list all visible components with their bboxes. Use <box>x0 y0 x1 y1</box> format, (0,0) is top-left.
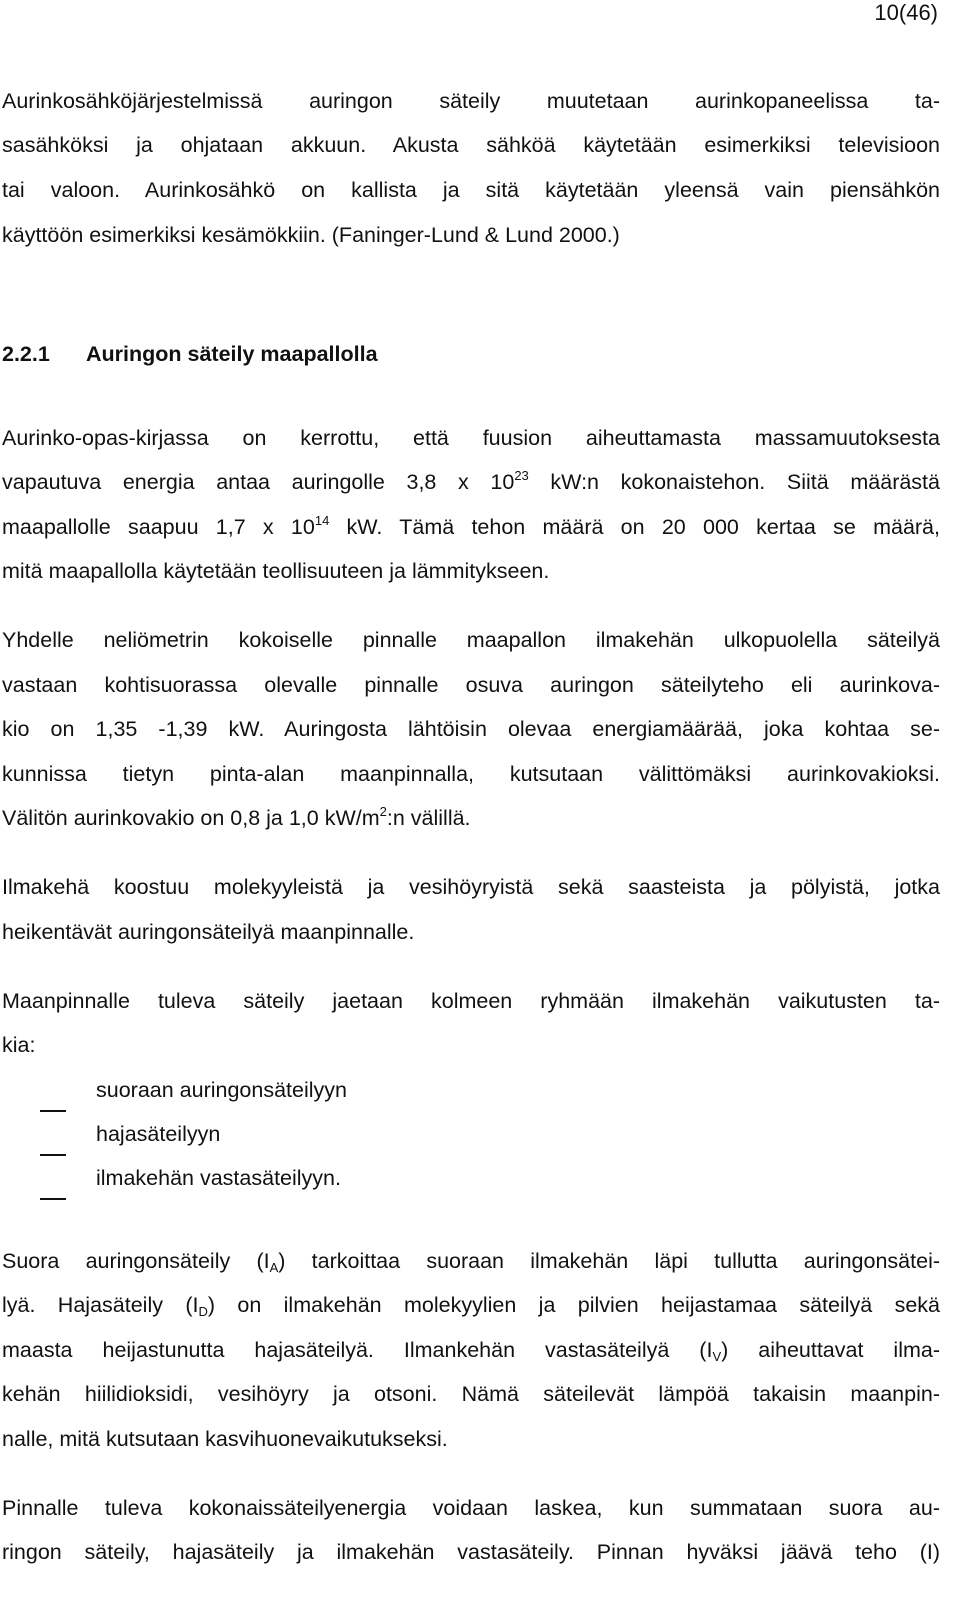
subscript: V <box>712 1349 722 1364</box>
exponent: 14 <box>314 513 330 528</box>
p2-line-2: vastaan kohtisuorassa olevalle pinnalle osuva auringon säteilyteho eli aurinkova- <box>2 673 940 697</box>
p4-line-1: Maanpinnalle tuleva säteily jaetaan kolmeen ryhmään ilmakehän vaikutusten ta- <box>2 989 940 1013</box>
page-number: 10(46) <box>874 0 938 25</box>
p5-line-4: kehän hiilidioksidi, vesihöyry ja otsoni. Nämä säteilevät lämpöä takaisin maanpin- <box>2 1382 940 1406</box>
list-item: hajasäteilyyn <box>96 1122 221 1146</box>
subscript: A <box>269 1260 279 1275</box>
exponent: 23 <box>514 468 529 483</box>
section-title: Auringon säteily maapallolla <box>86 342 378 366</box>
exponent: 2 <box>379 804 387 819</box>
p2-line-3: kio on 1,35 -1,39 kW. Auringosta lähtöisin olevaa energiamäärää, joka kohtaa se- <box>2 717 940 741</box>
p2-line-4: kunnissa tietyn pinta-alan maanpinnalla, kutsutaan välittömäksi aurinkovakioksi. <box>2 762 940 786</box>
p3-line-1: Ilmakehä koostuu molekyyleistä ja vesihöyryistä sekä saasteista ja pölyistä, jotka <box>2 875 940 899</box>
p6-line-1: Pinnalle tuleva kokonaissäteilyenergia voidaan laskea, kun summataan suora au- <box>2 1496 940 1520</box>
p6-line-2: ringon säteily, hajasäteily ja ilmakehän vastasäteily. Pinnan hyväksi jäävä teho (I) <box>2 1540 940 1564</box>
section-number: 2.2.1 <box>2 342 50 366</box>
list-item: suoraan auringonsäteilyyn <box>96 1078 347 1102</box>
intro-line-2: sasähköksi ja ohjataan akkuun. Akusta sähköä käytetään esimerkiksi televisioon <box>2 133 940 157</box>
p3-line-2: heikentävät auringonsäteilyä maanpinnalle. <box>2 920 415 944</box>
p1-line-2: vapautuva energia antaa auringolle 3,8 x $10^{23}$ kW:n kokonaistehon. Siitä määrästä <box>2 468 940 494</box>
p1-line-1: Aurinko-opas-kirjassa on kerrottu, että fuusion aiheuttamasta massamuutoksesta <box>2 426 940 450</box>
p2-line-1: Yhdelle neliömetrin kokoiselle pinnalle maapallon ilmakehän ulkopuolella säteilyä <box>2 628 940 652</box>
p5-line-1: Suora auringonsäteily $(I_A)$ tarkoittaa suoraan ilmakehän läpi tullutta auringonsätei- <box>2 1249 940 1275</box>
p4-line-2: kia: <box>2 1033 36 1057</box>
intro-line-4: käyttöön esimerkiksi kesämökkiin. (Faninger-Lund & Lund 2000.) <box>2 223 620 247</box>
subscript: D <box>198 1304 208 1319</box>
intro-line-1: Aurinkosähköjärjestelmissä auringon säteily muutetaan aurinkopaneelissa ta- <box>2 89 940 113</box>
p1-line-4: mitä maapallolla käytetään teollisuuteen ja lämmitykseen. <box>2 559 550 583</box>
section-heading <box>2 340 940 368</box>
list-item: ilmakehän vastasäteilyyn. <box>96 1166 341 1190</box>
p1-line-3: maapallolle saapuu 1,7 x $10^{14}$ kW. Tämä tehon määrä on 20 000 kertaa se määrä, <box>2 513 940 539</box>
intro-line-3: tai valoon. Aurinkosähkö on kallista ja sitä käytetään yleensä vain piensähkön <box>2 178 940 202</box>
p2-line-5: Välitön aurinkovakio on 0,8 ja 1,0 $kW/m^2:n$ välillä. <box>2 804 471 830</box>
p5-line-5: nalle, mitä kutsutaan kasvihuonevaikutukseksi. <box>2 1427 448 1451</box>
p5-line-3: maasta heijastunutta hajasäteilyä. Ilmankehän vastasäteilyä $(I_V)$ aiheuttavat ilma- <box>2 1338 940 1364</box>
p5-line-2: lyä. Hajasäteily $(I_D)$ on ilmakehän molekyylien ja pilvien heijastamaa säteilyä sekä <box>2 1293 941 1319</box>
